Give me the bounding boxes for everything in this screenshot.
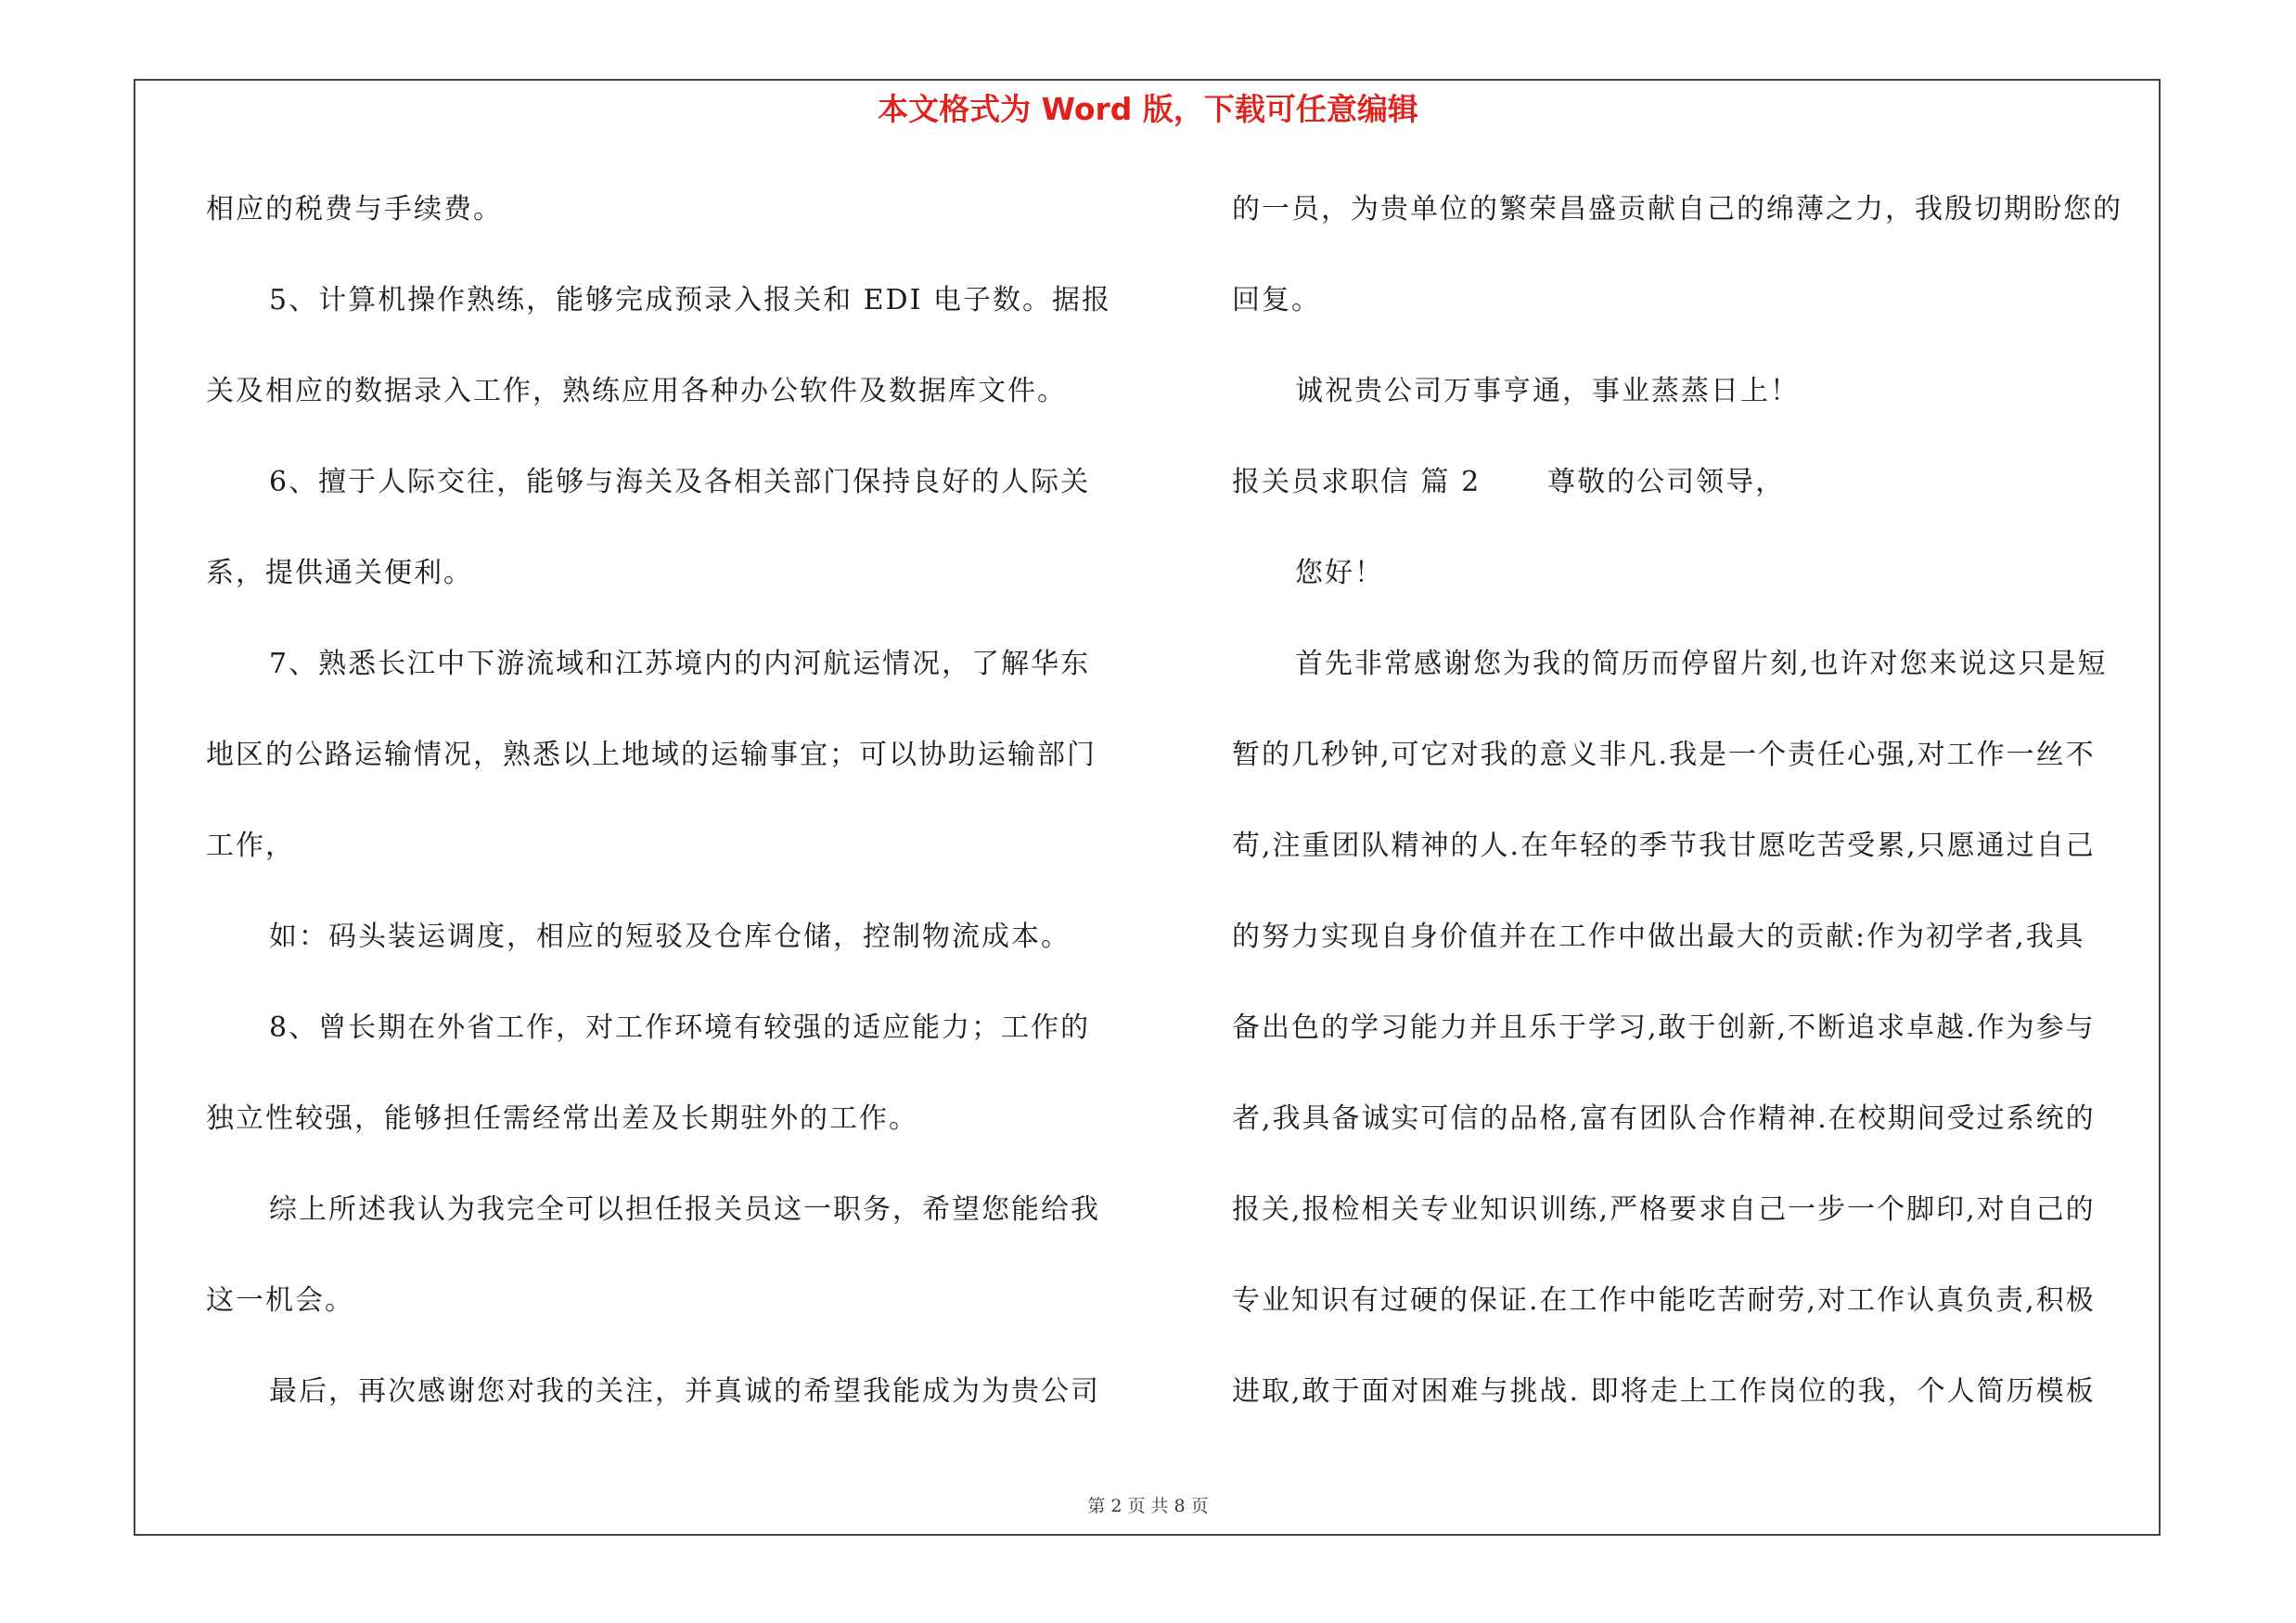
text-line: 进取,敢于面对困难与挑战. 即将走上工作岗位的我，个人简历模板 xyxy=(1232,1375,2096,1408)
text-line: 首先非常感谢您为我的简历而停留片刻,也许对您来说这只是短 xyxy=(1295,648,2108,680)
text-line: 6、擅于人际交往，能够与海关及各相关部门保持良好的人际关 xyxy=(269,466,1091,498)
text-line: 最后，再次感谢您对我的关注，并真诚的希望我能成为为贵公司 xyxy=(269,1375,1100,1408)
text-line: 苟,注重团队精神的人.在年轻的季节我甘愿吃苦受累,只愿通过自己 xyxy=(1232,830,2096,862)
left-column xyxy=(206,187,1124,1461)
text-line: 关及相应的数据录入工作，熟练应用各种办公软件及数据库文件。 xyxy=(206,375,1067,407)
section-heading-line xyxy=(1232,460,2150,551)
text-line: 备出色的学习能力并且乐于学习,敢于创新,不断追求卓越.作为参与 xyxy=(1232,1011,2096,1044)
text-line: 的一员，为贵单位的繁荣昌盛贡献自己的绵薄之力，我殷切期盼您的 xyxy=(1232,193,2123,225)
text-line: 工作， xyxy=(206,830,295,862)
salutation: 尊敬的公司领导， xyxy=(1547,466,1786,498)
greeting: 您好！ xyxy=(1295,557,1384,589)
section-heading: 报关员求职信 篇 2 xyxy=(1232,466,1481,498)
text-line: 报关,报检相关专业知识训练,严格要求自己一步一个脚印,对自己的 xyxy=(1232,1193,2096,1226)
right-column xyxy=(1232,187,2150,1461)
text-line: 这一机会。 xyxy=(206,1284,354,1317)
text-line: 的努力实现自身价值并在工作中做出最大的贡献:作为初学者,我具 xyxy=(1232,921,2085,953)
text-line: 者,我具备诚实可信的品格,富有团队合作精神.在校期间受过系统的 xyxy=(1232,1102,2096,1135)
text-line: 相应的税费与手续费。 xyxy=(206,193,503,225)
text-line: 专业知识有过硬的保证.在工作中能吃苦耐劳,对工作认真负责,积极 xyxy=(1232,1284,2096,1317)
page-number: 第 2 页 共 8 页 xyxy=(1087,1496,1209,1516)
text-line: 如：码头装运调度，相应的短驳及仓库仓储，控制物流成本。 xyxy=(269,921,1071,953)
text-line: 系，提供通关便利。 xyxy=(206,557,473,589)
text-line: 7、熟悉长江中下游流域和江苏境内的内河航运情况，了解华东 xyxy=(269,648,1091,680)
text-line: 暂的几秒钟,可它对我的意义非凡.我是一个责任心强,对工作一丝不 xyxy=(1232,739,2096,771)
text-line: 8、曾长期在外省工作，对工作环境有较强的适应能力；工作的 xyxy=(269,1011,1091,1044)
text-line: 独立性较强，能够担任需经常出差及长期驻外的工作。 xyxy=(206,1102,918,1135)
text-line: 综上所述我认为我完全可以担任报关员这一职务，希望您能给我 xyxy=(269,1193,1100,1226)
text-line: 5、计算机操作熟练，能够完成预录入报关和 EDI 电子数。据报 xyxy=(269,284,1111,316)
format-banner: 本文格式为 Word 版，下载可任意编辑 xyxy=(878,91,1418,127)
text-line: 回复。 xyxy=(1232,284,1321,316)
text-line: 地区的公路运输情况，熟悉以上地域的运输事宜；可以协助运输部门 xyxy=(206,739,1097,771)
closing-wish: 诚祝贵公司万事亨通，事业蒸蒸日上！ xyxy=(1295,375,1800,407)
